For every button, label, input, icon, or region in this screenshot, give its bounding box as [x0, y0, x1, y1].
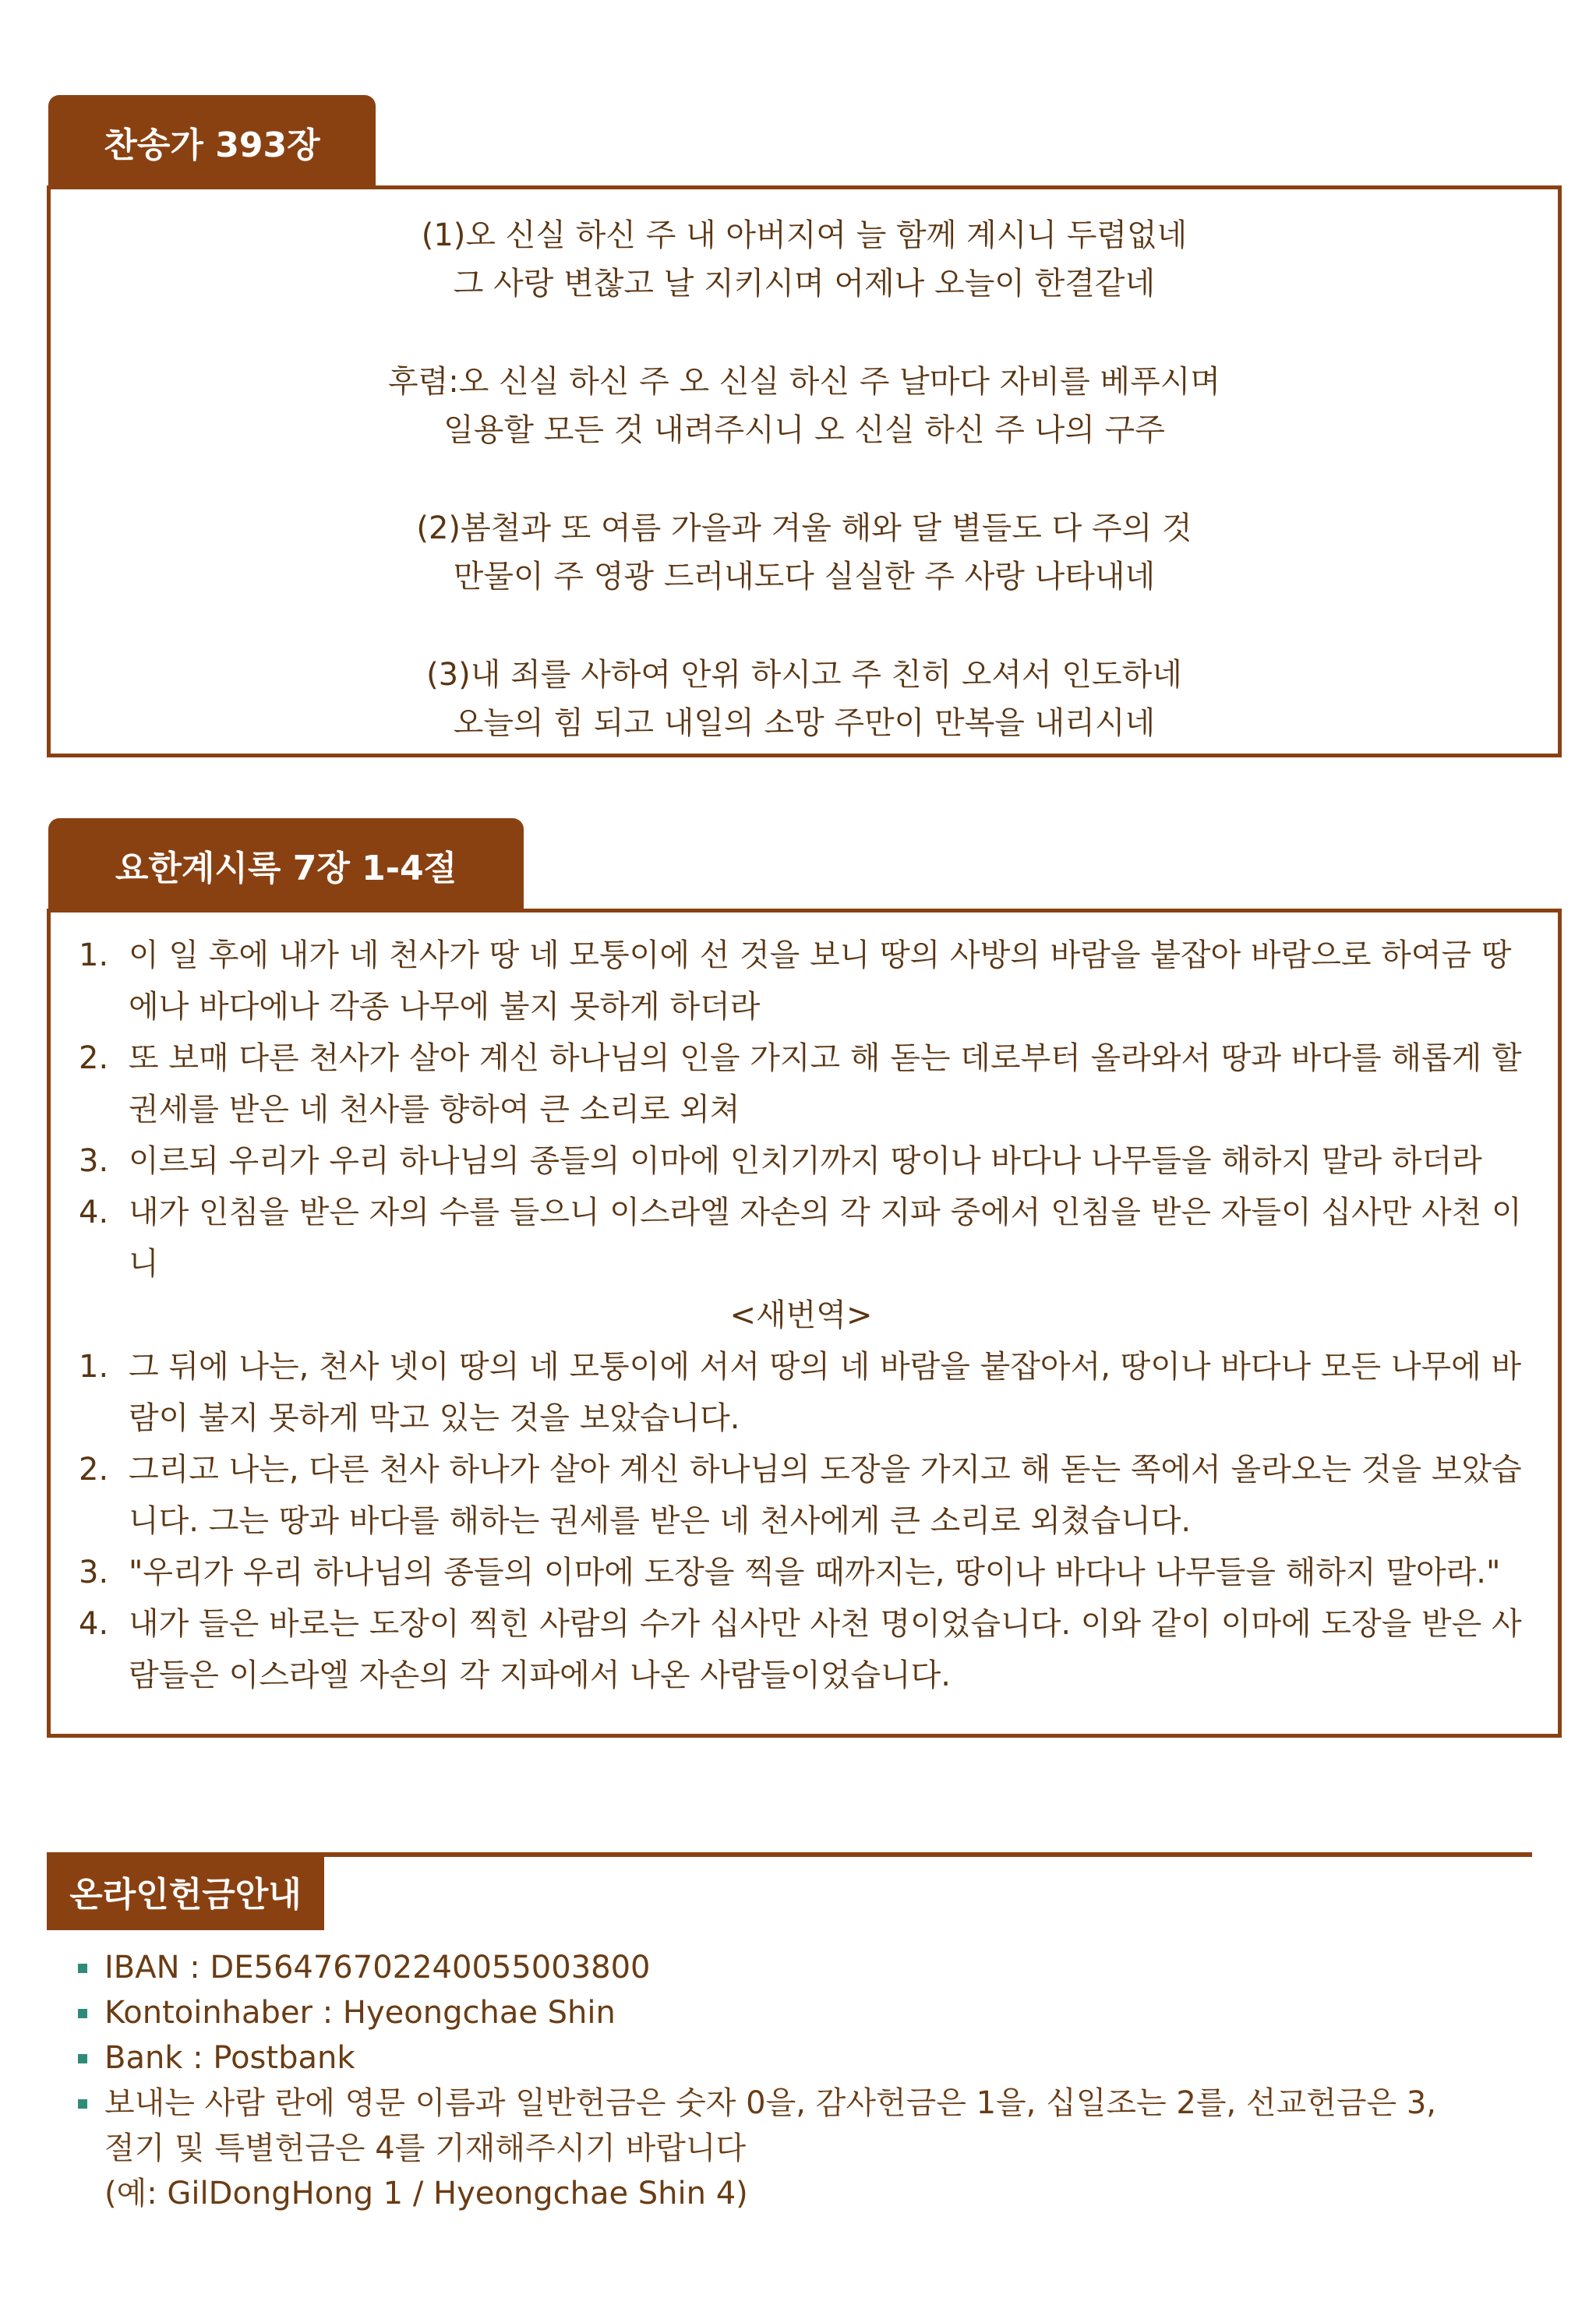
lyric-line: 그 사랑 변찮고 날 지키시며 어제나 오늘이 한결같네 [453, 266, 1156, 302]
offering-title-tab [47, 1852, 324, 1930]
bullet-icon [78, 2099, 87, 2109]
lyric-line: 오늘의 힘 되고 내일의 소망 주만이 만복을 내리시네 [453, 705, 1156, 741]
verse-text: 그 뒤에 나는, 천사 넷이 땅의 네 모퉁이에 서서 땅의 네 바람을 붙잡아서, 땅이나 바다나 모든 나무에 바람이 불지 못하게 막고 있는 것을 보았습니다. [129, 1349, 1522, 1436]
offering-title: 온라인헌금안내 [69, 1875, 302, 1915]
bullet-icon [78, 1964, 87, 1973]
lyric-line: 만물이 주 영광 드러내도다 실실한 주 사랑 나타내네 [453, 559, 1156, 595]
verse-item [79, 930, 1524, 1032]
bullet-icon [78, 2054, 87, 2063]
verse-item [79, 1135, 1524, 1187]
info-text: Bank : Postbank [104, 2040, 355, 2076]
lyric-line: 일용할 모든 것 내려주시니 오 신실 하신 주 나의 구주 [443, 412, 1165, 448]
note-line: 절기 및 특별헌금은 4를 기재해주시기 바랍니다 [104, 2130, 747, 2166]
verse-number: 1. [79, 937, 109, 973]
info-note [104, 2081, 1559, 2216]
lyric-line: (1)오 신실 하신 주 내 아버지여 늘 함께 계시니 두렴없네 [421, 217, 1188, 253]
hymn-stanza [51, 504, 1558, 601]
note-line: (예: GilDongHong 1 / Hyeongchae Shin 4) [104, 2176, 748, 2211]
scripture-box [47, 909, 1562, 1738]
verse-list [79, 930, 1524, 1701]
verse-number: 1. [79, 1349, 109, 1385]
verse-item [79, 1032, 1524, 1135]
verse-text: 이 일 후에 내가 네 천사가 땅 네 모퉁이에 선 것을 보니 땅의 사방의 바람을 붙잡아 바람으로 하여금 땅에나 바다에나 각종 나무에 불지 못하게 하더라 [129, 937, 1512, 1025]
verse-item [79, 1598, 1524, 1701]
new-translation-label: <새번역> [729, 1297, 873, 1333]
scripture-title: 요한계시록 7장 1-4절 [115, 849, 457, 888]
verse-text: 내가 들은 바로는 도장이 찍힌 사람의 수가 십사만 사천 명이었습니다. 이와 같이 이마에 도장을 받은 사람들은 이스라엘 자손의 각 지파에서 나온 사람들이었습니다. [129, 1606, 1522, 1693]
verse-text: 이르되 우리가 우리 하나님의 종들의 이마에 인치기까지 땅이나 바다나 나무들을 해하지 말라 하더라 [129, 1143, 1482, 1179]
hymn-refrain [51, 358, 1558, 454]
lyric-line: (3)내 죄를 사하여 안위 하시고 주 친히 오셔서 인도하네 [426, 657, 1182, 693]
lyric-line: 후렴:오 신실 하신 주 오 신실 하신 주 날마다 자비를 베푸시며 [388, 364, 1220, 400]
verse-text: 그리고 나는, 다른 천사 하나가 살아 계신 하나님의 도장을 가지고 해 돋는 쪽에서 올라오는 것을 보았습니다. 그는 땅과 바다를 해하는 권세를 받은 네 천사에게 큰 소리로 외쳤습니다. [129, 1452, 1522, 1539]
lyric-line: (2)봄철과 또 여름 가을과 겨울 해와 달 별들도 다 주의 것 [416, 510, 1192, 546]
hymn-title: 찬송가 393장 [104, 125, 320, 165]
hymn-stanza [51, 211, 1558, 308]
offering-info-list [78, 1945, 1559, 2216]
verse-item [79, 1187, 1524, 1290]
info-text: Kontoinhaber : Hyeongchae Shin [104, 1995, 616, 2031]
verse-item [79, 1444, 1524, 1547]
verse-number: 4. [79, 1195, 109, 1230]
verse-item [79, 1341, 1524, 1444]
hymn-box [47, 185, 1562, 757]
bullet-icon [78, 2009, 87, 2018]
info-item-bank [78, 2035, 1559, 2081]
info-item-account-holder [78, 1990, 1559, 2035]
verse-text: 또 보매 다른 천사가 살아 계신 하나님의 인을 가지고 해 돋는 데로부터 올라와서 땅과 바다를 해롭게 할 권세를 받은 네 천사를 향하여 큰 소리로 외쳐 [129, 1040, 1522, 1128]
info-item-iban [78, 1945, 1559, 1990]
verse-number: 3. [79, 1555, 109, 1590]
hymn-lyrics [51, 211, 1558, 747]
note-line: 보내는 사람 란에 영문 이름과 일반헌금은 숫자 0을, 감사헌금은 1을, 십일조는 2를, 선교헌금은 3, [104, 2085, 1436, 2121]
info-text: IBAN : DE56476702240055003800 [104, 1950, 651, 1986]
hymn-title-tab [48, 95, 376, 189]
verse-number: 2. [79, 1452, 109, 1488]
verse-item [79, 1547, 1524, 1598]
verse-text: 내가 인침을 받은 자의 수를 들으니 이스라엘 자손의 각 지파 중에서 인침을 받은 자들이 십사만 사천 이니 [129, 1195, 1522, 1282]
verse-number: 2. [79, 1040, 109, 1076]
scripture-title-tab [48, 818, 524, 912]
verse-number: 3. [79, 1143, 109, 1179]
hymn-stanza [51, 651, 1558, 747]
verse-text: "우리가 우리 하나님의 종들의 이마에 도장을 찍을 때까지는, 땅이나 바다나 나무들을 해하지 말아라." [129, 1555, 1501, 1590]
verse-number: 4. [79, 1606, 109, 1642]
info-item-instructions [78, 2081, 1559, 2216]
